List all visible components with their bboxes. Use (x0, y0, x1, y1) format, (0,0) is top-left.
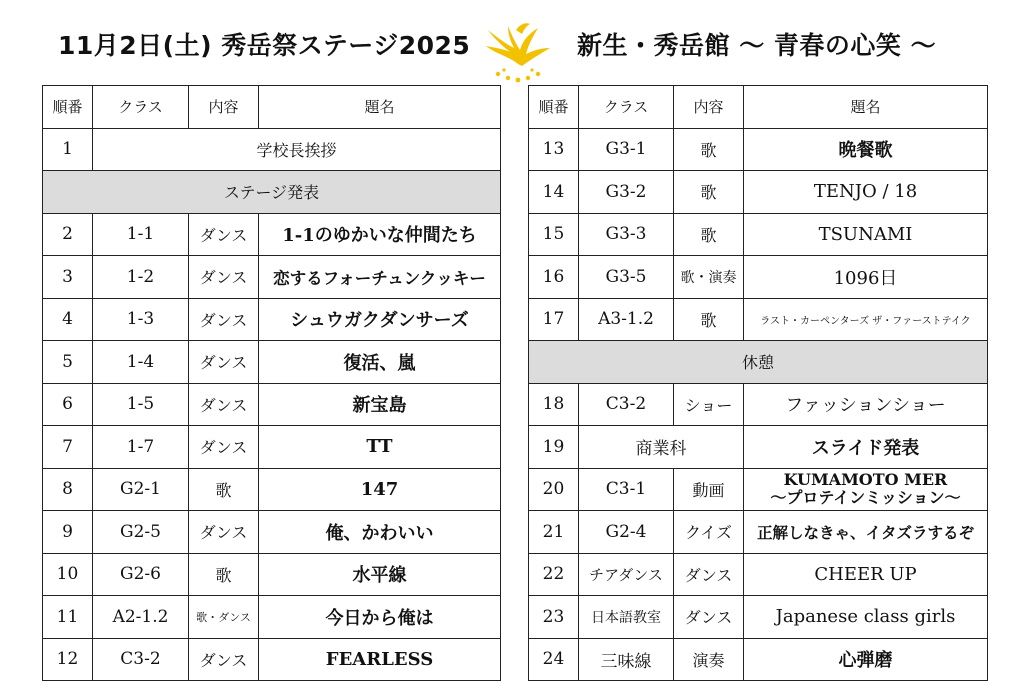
row-number: 3 (43, 256, 93, 299)
row-content: ダンス (674, 553, 744, 596)
row-number: 10 (43, 553, 93, 596)
table-row (43, 426, 501, 469)
row-class: C3-2 (93, 638, 189, 681)
row-content: ダンス (189, 213, 259, 256)
table-row (529, 298, 988, 341)
schedule-table-left (42, 85, 501, 681)
row-number: 12 (43, 638, 93, 681)
col-header-order: 順番 (43, 86, 93, 129)
row-number: 4 (43, 298, 93, 341)
col-header-title: 題名 (259, 86, 501, 129)
section-label: ステージ発表 (43, 171, 501, 214)
col-header-content: 内容 (674, 86, 744, 129)
row-content: ショー (674, 383, 744, 426)
row-number: 1 (43, 128, 93, 171)
row-title: 心弾磨 (744, 638, 988, 681)
row-number: 20 (529, 468, 579, 511)
row-class: 1-1 (93, 213, 189, 256)
table-row (529, 171, 988, 214)
table-row (43, 383, 501, 426)
table-row (529, 383, 988, 426)
table-row (43, 128, 501, 171)
row-content: ダンス (189, 638, 259, 681)
row-title-line2: ～プロテインミッション～ (770, 488, 961, 508)
table-row (529, 468, 988, 511)
row-class: A2-1.2 (93, 596, 189, 639)
row-class: C3-2 (579, 383, 674, 426)
row-content: 歌 (674, 171, 744, 214)
row-content: ダンス (189, 341, 259, 384)
row-title: CHEER UP (744, 553, 988, 596)
row-title: ラスト・カーペンターズ ザ・ファーストテイク (744, 298, 988, 341)
row-title: シュウガクダンサーズ (259, 298, 501, 341)
row-class: G3-2 (579, 171, 674, 214)
row-number: 8 (43, 468, 93, 511)
table-row (43, 256, 501, 299)
table-row (529, 128, 988, 171)
row-number: 11 (43, 596, 93, 639)
row-class: 1-4 (93, 341, 189, 384)
row-content: ダンス (189, 426, 259, 469)
row-title: 新宝島 (259, 383, 501, 426)
row-number: 24 (529, 638, 579, 681)
header (0, 0, 1024, 84)
row-number: 16 (529, 256, 579, 299)
row-title: 晩餐歌 (744, 128, 988, 171)
table-row (529, 596, 988, 639)
row-content: ダンス (189, 256, 259, 299)
row-title (744, 468, 988, 511)
row-content: ダンス (189, 383, 259, 426)
row-class: 1-5 (93, 383, 189, 426)
row-title: 恋するフォーチュンクッキー (259, 256, 501, 299)
row-content: 歌 (674, 128, 744, 171)
row-class: 三味線 (579, 638, 674, 681)
row-content: ダンス (674, 596, 744, 639)
row-title: 水平線 (259, 553, 501, 596)
row-number: 6 (43, 383, 93, 426)
table-row (529, 426, 988, 469)
row-number: 23 (529, 596, 579, 639)
row-title: 復活、嵐 (259, 341, 501, 384)
row-content: 演奏 (674, 638, 744, 681)
row-number: 2 (43, 213, 93, 256)
row-content: 歌・演奏 (674, 256, 744, 299)
row-class-content: 商業科 (579, 426, 744, 469)
event-subtitle: 新生・秀岳館 ～ 青春の心笑 ～ (577, 31, 937, 60)
row-number: 22 (529, 553, 579, 596)
row-class: 1-2 (93, 256, 189, 299)
table-row (43, 596, 501, 639)
table-row (43, 511, 501, 554)
table-row (529, 511, 988, 554)
table-row (43, 638, 501, 681)
table-row (43, 213, 501, 256)
row-title: Japanese class girls (744, 596, 988, 639)
row-class: 1-7 (93, 426, 189, 469)
table-header-row (529, 86, 988, 129)
row-title: 正解しなきゃ、イタズラするぞ (744, 511, 988, 554)
col-header-class: クラス (579, 86, 674, 129)
row-title: TSUNAMI (744, 213, 988, 256)
table-row (529, 638, 988, 681)
row-number: 9 (43, 511, 93, 554)
table-row (43, 341, 501, 384)
row-title: スライド発表 (744, 426, 988, 469)
row-span-text: 学校長挨拶 (93, 128, 501, 171)
row-title-line1: KUMAMOTO MER (783, 470, 948, 490)
row-class: A3-1.2 (579, 298, 674, 341)
col-header-title: 題名 (744, 86, 988, 129)
table-row (529, 553, 988, 596)
row-class: G2-6 (93, 553, 189, 596)
table-row (43, 298, 501, 341)
row-class: G2-5 (93, 511, 189, 554)
col-header-order: 順番 (529, 86, 579, 129)
row-number: 7 (43, 426, 93, 469)
row-number: 14 (529, 171, 579, 214)
row-number: 13 (529, 128, 579, 171)
row-title: FEARLESS (259, 638, 501, 681)
row-number: 15 (529, 213, 579, 256)
table-row (529, 256, 988, 299)
row-content: 歌 (674, 213, 744, 256)
row-content: 歌 (189, 553, 259, 596)
row-title: 俺、かわいい (259, 511, 501, 554)
event-title: 11月2日(土) 秀岳祭ステージ2025 (58, 31, 471, 60)
row-number: 17 (529, 298, 579, 341)
row-class: チアダンス (579, 553, 674, 596)
section-label: 休憩 (529, 341, 988, 384)
row-class: G3-5 (579, 256, 674, 299)
row-content: ダンス (189, 298, 259, 341)
row-class: G3-3 (579, 213, 674, 256)
table-row (529, 213, 988, 256)
row-title: TENJO / 18 (744, 171, 988, 214)
row-number: 21 (529, 511, 579, 554)
section-band (529, 341, 988, 384)
row-number: 19 (529, 426, 579, 469)
row-class: C3-1 (579, 468, 674, 511)
row-content: 歌・ダンス (189, 596, 259, 639)
row-title: 1096日 (744, 256, 988, 299)
row-title: ファッションショー (744, 383, 988, 426)
row-content: 動画 (674, 468, 744, 511)
row-class: 日本語教室 (579, 596, 674, 639)
row-title: 今日から俺は (259, 596, 501, 639)
row-title: 1-1のゆかいな仲間たち (259, 213, 501, 256)
row-content: 歌 (674, 298, 744, 341)
row-content: クイズ (674, 511, 744, 554)
row-number: 18 (529, 383, 579, 426)
row-content: 歌 (189, 468, 259, 511)
section-band (43, 171, 501, 214)
col-header-class: クラス (93, 86, 189, 129)
row-title: 147 (259, 468, 501, 511)
col-header-content: 内容 (189, 86, 259, 129)
table-row (43, 468, 501, 511)
table-row (43, 553, 501, 596)
row-title: TT (259, 426, 501, 469)
table-header-row (43, 86, 501, 129)
row-class: G2-1 (93, 468, 189, 511)
row-content: ダンス (189, 511, 259, 554)
phoenix-logo-icon (478, 16, 558, 86)
row-class: G3-1 (579, 128, 674, 171)
schedule-table-right (528, 85, 988, 681)
row-number: 5 (43, 341, 93, 384)
row-class: 1-3 (93, 298, 189, 341)
row-class: G2-4 (579, 511, 674, 554)
